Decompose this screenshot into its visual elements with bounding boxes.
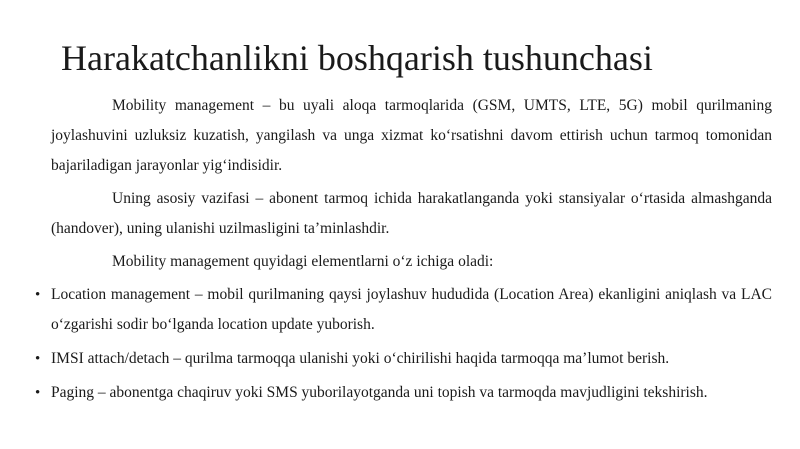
paragraph-elements-intro: Mobility management quyidagi elementlarni o‘z ichiga oladi: [112,253,494,270]
bullet-text: IMSI attach/detach – qurilma tarmoqqa ulanishi yoki o‘chirilishi haqida tarmoqqa ma’lumot berish. [51,350,670,367]
bullet-text: Paging – abonentga chaqiruv yoki SMS yuborilayotganda uni topish va tarmoqda mavjudligini tekshirish. [51,384,708,401]
list-item-location-management [35,280,772,340]
bullet-text: Location management – mobil qurilmaning qaysi joylashuv hududida (Location Area) ekanligini aniqlash va LAC o‘zgarishi sodir bo‘lganda location update yuborish. [51,286,772,333]
list-item-paging [35,378,772,408]
paragraph-main-task: Uning asosiy vazifasi – abonent tarmoq ichida harakatlanganda yoki stansiyalar o‘rtasida almashganda (handover), uning ulanishi uzilmasligini ta’minlashdir. [51,190,772,237]
slide-title: Harakatchanlikni boshqarish tushunchasi [61,38,653,78]
bullet-icon: • [35,351,41,367]
slide-body [35,91,772,412]
paragraph-definition: Mobility management – bu uyali aloqa tarmoqlarida (GSM, UMTS, LTE, 5G) mobil qurilmaning joylashuvini uzluksiz kuzatish, yangilash va unga xizmat ko‘rsatishni davom ettirish uchun tarmoq tomonidan bajariladigan jarayonlar yig‘indisidir. [51,97,772,174]
bullet-icon: • [35,287,41,303]
list-item-imsi-attach-detach [35,344,772,374]
bullet-icon: • [35,385,41,401]
bullet-list [35,280,772,408]
